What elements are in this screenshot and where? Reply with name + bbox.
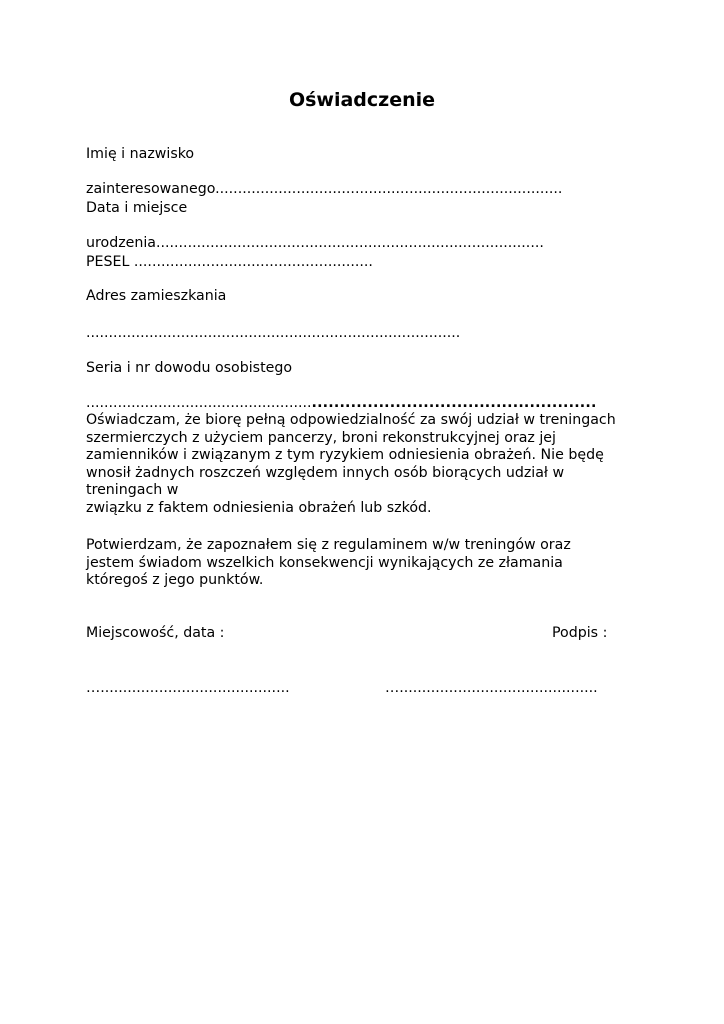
place-date-label: Miejscowość, data :: [86, 625, 225, 641]
declaration-line: zamienników i związanym z tym ryzykiem odniesienia obrażeń. Nie będę: [86, 447, 604, 464]
id-dots-bold: ...................................................: [311, 394, 597, 411]
confirmation-line: któregoś z jego punktów.: [86, 572, 264, 589]
name-label: Imię i nazwisko: [86, 145, 195, 162]
id-label: Seria i nr dowodu osobistego: [86, 359, 293, 376]
confirmation-line: jestem świadom wszelkich konsekwencji wynikających ze złamania: [86, 554, 563, 571]
declaration-line: szermierczych z użyciem pancerzy, broni rekonstrukcyjnej oraz jej: [86, 429, 556, 446]
signature-dotted-line: …............................................: [385, 680, 598, 696]
birth-label: Data i miejsce: [86, 199, 188, 216]
id-dotted-line: [86, 395, 646, 413]
confirmation-line: Potwierdzam, że zapoznałem się z regulaminem w/w treningów oraz: [86, 537, 571, 553]
name-dotted-line: zainteresowanego.............................................................................: [86, 180, 563, 197]
place-date-dotted-line: …..........................................: [86, 680, 290, 696]
document-title: Oświadczenie: [288, 89, 436, 111]
address-dotted-line: ...................................................................................: [86, 324, 461, 341]
declaration-paragraph: [86, 412, 646, 518]
id-dots-plain: ..................................................: [86, 394, 312, 411]
declaration-line: Oświadczam, że biorę pełną odpowiedzialność za swój udział w treningach: [86, 412, 616, 428]
signature-label: Podpis :: [552, 625, 608, 641]
pesel-line: PESEL .....................................................: [86, 253, 373, 270]
declaration-line: związku z faktem odniesienia obrażeń lub szkód.: [86, 499, 432, 516]
address-label: Adres zamieszkania: [86, 287, 227, 304]
birth-dotted-line: urodzenia......................................................................................: [86, 234, 544, 251]
confirmation-paragraph: [86, 537, 646, 590]
declaration-line: wnosił żadnych roszczeń względem innych osób biorących udział w: [86, 464, 565, 481]
declaration-line: treningach w: [86, 482, 179, 499]
